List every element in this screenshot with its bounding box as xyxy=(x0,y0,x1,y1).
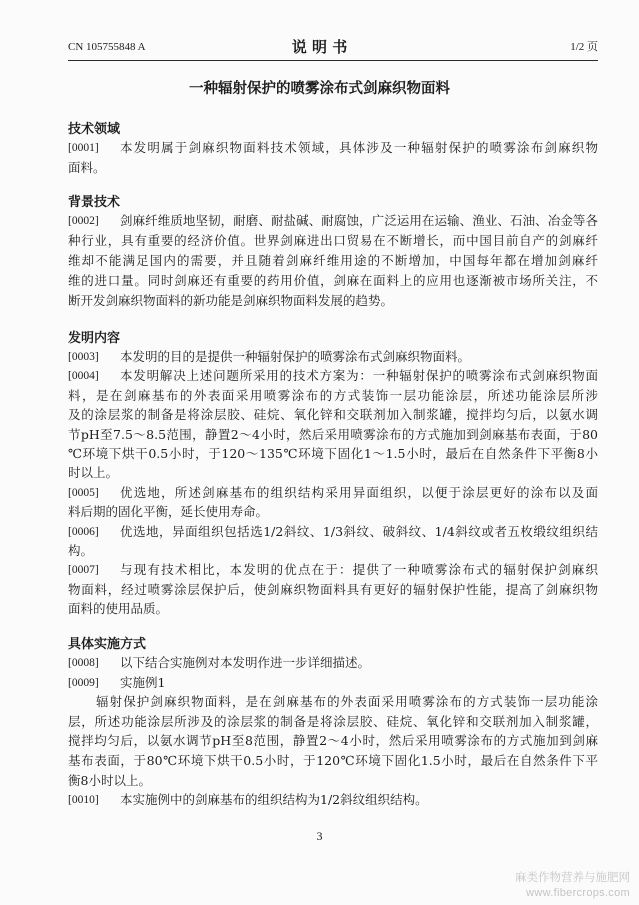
document-title: 一种辐射保护的喷雾涂布式剑麻织物面料 xyxy=(189,81,450,97)
paragraph-line: ℃环境下烘干0.5小时，于120～135℃环境下固化1～1.5小时，最后在自然条件下平衡8小 xyxy=(68,446,598,461)
paragraph-line: 辐射保护剑麻织物面料，是在剑麻基布的外表面采用喷雾涂布的方式装饰一层功能涂 xyxy=(96,694,598,709)
paragraph-line: 剑麻纤维质地坚韧，耐磨、耐盐碱、耐腐蚀，广泛运用在运输、渔业、石油、冶金等各 xyxy=(120,213,598,228)
paragraph-line: 面料。 xyxy=(68,160,106,175)
paragraph-line: 时以上。 xyxy=(68,465,119,480)
paragraph-line: 料，是在剑麻基布的外表面采用喷雾涂布的方式装饰一层功能涂层，所述功能涂层所涉 xyxy=(68,388,598,403)
paragraph-number: [0004] xyxy=(68,370,99,382)
paragraph-number: [0007] xyxy=(68,564,99,576)
paragraph-line: 本实施例中的剑麻基布的组织结构为1/2斜纹组织结构。 xyxy=(120,792,428,807)
paragraph-line: 与现有技术相比，本发明的优点在于：提供了一种喷雾涂布式的辐射保护剑麻织 xyxy=(120,562,598,577)
paragraph-line: 维的进口量。同时剑麻还有重要的药用价值，剑麻在面料上的应用也逐渐被市场所关注，不 xyxy=(68,273,598,288)
paragraph-line: 搅拌均匀后，以氨水调节pH至8范围，静置2～4小时，然后采用喷雾涂布的方式施加到剑麻 xyxy=(68,733,598,748)
paragraph-line: 层，所述功能涂层所涉及的涂层浆的制备是将涂层胶、硅烷、氧化锌和交联剂加入制浆罐， xyxy=(68,714,598,729)
paragraph-line: 断开发剑麻织物面料的新功能是剑麻织物面料发展的趋势。 xyxy=(68,293,394,308)
paragraph-line: 优选地，异面组织包括选1/2斜纹、1/3斜纹、破斜纹、1/4斜纹或者五枚缎纹组织结 xyxy=(120,524,598,539)
paragraph-number: [0006] xyxy=(68,526,99,538)
embodiment-label: 实施例1 xyxy=(120,675,166,690)
publication-number: CN 105755848 A xyxy=(68,41,146,53)
page-number: 3 xyxy=(316,829,323,843)
section-heading: 具体实施方式 xyxy=(68,637,147,652)
watermark-site-name: 麻类作物营养与施肥网 xyxy=(515,870,630,884)
paragraph-line: 以下结合实施例对本发明作进一步详细描述。 xyxy=(120,655,371,670)
paragraph-line: 本发明属于剑麻织物面料技术领域，具体涉及一种辐射保护的喷雾涂布剑麻织物 xyxy=(120,140,598,155)
paragraph-line: 维却不能满足国内的需要，并且随着剑麻纤维用途的不断增加，中国每年都在增加剑麻纤 xyxy=(68,253,598,268)
watermark-url: www.fibercrops.com xyxy=(526,887,630,899)
paragraph-line: 种行业，具有重要的经济价值。世界剑麻进出口贸易在不断增长，而中国目前自产的剑麻纤 xyxy=(68,233,598,248)
paragraph-number: [0001] xyxy=(68,142,99,154)
paragraph-line: 及的涂层浆的制备是将涂层胶、硅烷、氧化锌和交联剂加入制浆罐，搅拌均匀后，以氨水调 xyxy=(68,407,598,422)
paragraph-line: 基布表面，于80℃环境下烘干0.5小时，于120℃环境下固化1.5小时，最后在自然条件下平 xyxy=(68,753,598,768)
page-indicator: 1/2 页 xyxy=(570,41,598,53)
header-divider xyxy=(68,60,598,61)
paragraph-number: [0003] xyxy=(68,351,99,363)
document-type-heading: 说 明 书 xyxy=(291,38,348,56)
paragraph-line: 构。 xyxy=(68,543,94,558)
paragraph-number: [0002] xyxy=(68,215,99,227)
paragraph-number: [0009] xyxy=(68,677,99,689)
paragraph-number: [0008] xyxy=(68,657,99,669)
section-heading: 技术领域 xyxy=(68,122,121,137)
section-heading: 发明内容 xyxy=(68,331,121,346)
paragraph-line: 衡8小时以上。 xyxy=(68,773,151,788)
section-heading: 背景技术 xyxy=(68,195,121,210)
paragraph-line: 优选地，所述剑麻基布的组织结构采用异面组织，以便于涂层更好的涂布以及面 xyxy=(120,485,598,500)
paragraph-number: [0005] xyxy=(68,487,99,499)
paragraph-line: 料后期的固化平衡，延长使用寿命。 xyxy=(68,504,269,519)
paragraph-line: 物面料，经过喷雾涂层保护后，使剑麻织物面料具有更好的辐射保护性能，提高了剑麻织物 xyxy=(68,582,598,597)
paragraph-line: 本发明的目的是提供一种辐射保护的喷雾涂布式剑麻织物面料。 xyxy=(120,349,471,364)
paragraph-line: 面料的使用品质。 xyxy=(68,601,169,616)
paragraph-line: 本发明解决上述问题所采用的技术方案为：一种辐射保护的喷雾涂布式剑麻织物面 xyxy=(120,368,598,383)
paragraph-line: 节pH至7.5～8.5范围，静置2～4小时，然后采用喷雾涂布的方式施加到剑麻基布表面，于80 xyxy=(68,427,598,442)
paragraph-number: [0010] xyxy=(68,794,99,806)
